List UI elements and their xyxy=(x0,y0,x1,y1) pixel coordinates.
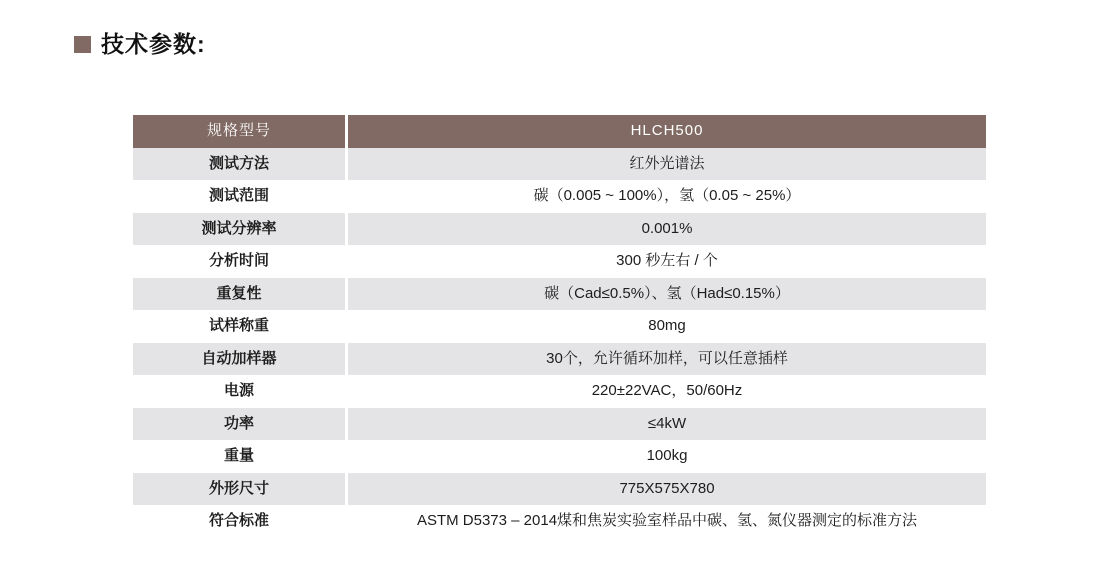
table-row xyxy=(133,440,986,473)
table-row xyxy=(133,505,986,538)
spec-value-cell: 碳（Cad≤0.5%）、氢（Had≤0.15%） xyxy=(348,278,986,311)
page-title: 技术参数: xyxy=(101,31,206,57)
header-label-cell: 规格型号 xyxy=(133,115,345,148)
table-row xyxy=(133,408,986,441)
table-row xyxy=(133,278,986,311)
spec-name-cell: 功率 xyxy=(133,408,345,441)
spec-value-cell: ≤4kW xyxy=(348,408,986,441)
spec-name-cell: 分析时间 xyxy=(133,245,345,278)
spec-name-cell: 试样称重 xyxy=(133,310,345,343)
spec-value-cell: 300 秒左右 / 个 xyxy=(348,245,986,278)
table-row xyxy=(133,180,986,213)
spec-name-cell: 重复性 xyxy=(133,278,345,311)
spec-value-cell: 0.001% xyxy=(348,213,986,246)
spec-name-cell: 符合标准 xyxy=(133,505,345,538)
table-row xyxy=(133,213,986,246)
table-row xyxy=(133,343,986,376)
spec-name-cell: 测试范围 xyxy=(133,180,345,213)
spec-value-cell: 80mg xyxy=(348,310,986,343)
header-value-cell: HLCH500 xyxy=(348,115,986,148)
section-heading xyxy=(74,33,206,56)
spec-name-cell: 测试分辨率 xyxy=(133,213,345,246)
table-row xyxy=(133,375,986,408)
spec-table xyxy=(133,115,986,538)
spec-value-cell: 红外光谱法 xyxy=(348,148,986,181)
spec-value-cell: 30个，允许循环加样，可以任意插样 xyxy=(348,343,986,376)
table-row xyxy=(133,310,986,343)
spec-name-cell: 测试方法 xyxy=(133,148,345,181)
table-row xyxy=(133,245,986,278)
spec-value-cell: 220±22VAC，50/60Hz xyxy=(348,375,986,408)
spec-name-cell: 自动加样器 xyxy=(133,343,345,376)
table-header-row xyxy=(133,115,986,148)
spec-value-cell: 碳（0.005 ~ 100%），氢（0.05 ~ 25%） xyxy=(348,180,986,213)
spec-value-cell: 775X575X780 xyxy=(348,473,986,506)
square-bullet-icon xyxy=(74,36,91,53)
table-row xyxy=(133,473,986,506)
spec-name-cell: 重量 xyxy=(133,440,345,473)
spec-name-cell: 电源 xyxy=(133,375,345,408)
spec-value-cell: ASTM D5373 – 2014煤和焦炭实验室样品中碳、氢、氮仪器测定的标准方法 xyxy=(348,505,986,538)
spec-value-cell: 100kg xyxy=(348,440,986,473)
table-row xyxy=(133,148,986,181)
spec-name-cell: 外形尺寸 xyxy=(133,473,345,506)
